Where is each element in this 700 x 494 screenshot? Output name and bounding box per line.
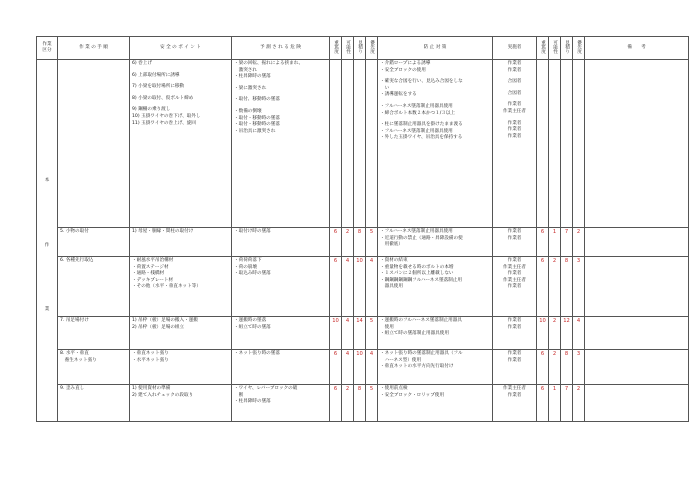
table-row	[37, 317, 689, 350]
score-after-lik2-cell: 2	[549, 317, 561, 350]
risk-assessment-table	[36, 36, 689, 422]
score-after-lik2-cell: 2	[549, 350, 561, 385]
person-line: 作業主任者	[503, 264, 526, 270]
countermeasure-cell	[378, 60, 493, 228]
header-person: 実施者	[493, 37, 537, 60]
header-priority-after: 優先度	[573, 37, 585, 60]
score-after-lik2-cell: 2	[549, 257, 561, 317]
header-remarks: 備 考	[585, 37, 689, 60]
safety-point-line: ・水平ネット張り	[132, 357, 169, 363]
risk-line: ・取付・移動時の墜落	[234, 115, 280, 121]
countermeasure-cell	[378, 385, 493, 422]
score-after-lik2-cell	[549, 60, 561, 228]
risk-line: ・取付、移動時の墜落	[234, 97, 280, 103]
person-line: 作業主任者	[503, 277, 526, 283]
step-cell	[58, 60, 130, 228]
safety-point-line: 11) 玉掛ワイヤの巻上げ、旋回	[132, 120, 196, 126]
countermeasure-line: ・安全ブロック・ロリップ使用	[380, 392, 445, 398]
countermeasure-line: ・運搬時のフルハーネス墜落制止用器具	[380, 318, 462, 323]
person-line: 作業者	[507, 318, 522, 323]
score-est-cell: 8	[354, 228, 366, 257]
person-line: 作業主任者	[503, 108, 526, 114]
work-category-char: 業	[44, 307, 50, 313]
person-line: 作業者	[507, 235, 522, 241]
countermeasure-line: ・組立て時の墜落制止用器具使用	[380, 331, 449, 337]
safety-points-cell	[130, 385, 232, 422]
person-line: 合図者	[507, 79, 522, 85]
risk-line: ・取付・移動時の墜落	[234, 122, 280, 128]
score-after-lik2-cell: 1	[549, 228, 561, 257]
safety-points-cell	[130, 228, 232, 257]
person-cell	[493, 317, 537, 350]
remarks-cell	[585, 350, 689, 385]
score-sev-cell: 6	[330, 257, 342, 317]
work-category-char: 作	[44, 242, 50, 248]
person-line: 作業者	[507, 351, 522, 356]
score-after-pri2-cell: 3	[573, 257, 585, 317]
person-line: 作業者	[507, 392, 522, 398]
header-severity: 重篤度	[330, 37, 342, 60]
countermeasure-line: ・介錯ロープによる誘導	[380, 61, 431, 66]
safety-point-line: 2) 建て入れチェックの段取り	[132, 392, 194, 398]
score-after-pri2-cell: 4	[573, 317, 585, 350]
score-sev-cell: 10	[330, 317, 342, 350]
score-after-est2-cell: 7	[561, 385, 573, 422]
remarks-cell	[585, 317, 689, 350]
header-estimate-after: 見積り	[561, 37, 573, 60]
risk-line: ・組立て時の墜落	[234, 324, 271, 330]
safety-point-line: ・耐風水平吊治構材	[132, 258, 174, 263]
person-line: 作業者	[507, 229, 522, 234]
table-row	[37, 228, 689, 257]
risk-line: 激突され	[234, 67, 257, 73]
step-cell: 5. 小物の取付	[58, 228, 130, 257]
safety-points-cell	[130, 317, 232, 350]
score-after-est2-cell: 8	[561, 350, 573, 385]
countermeasure-line: ・資材の結束	[380, 258, 408, 263]
header-priority: 優先度	[366, 37, 378, 60]
score-est-cell: 10	[354, 350, 366, 385]
person-cell	[493, 350, 537, 385]
header-row	[37, 37, 689, 60]
person-line: 作業者	[507, 127, 522, 133]
risk-assessment-sheet	[36, 36, 688, 422]
score-sev-cell	[330, 60, 342, 228]
safety-point-line: 9) 鋼柵の乗り渡し	[132, 107, 171, 113]
table-row	[37, 350, 689, 385]
score-sev-cell: 6	[330, 350, 342, 385]
risk-line: ・ネット張り時の墜落	[234, 351, 280, 356]
person-line: 作業者	[507, 133, 522, 139]
person-line: 作業者	[507, 284, 522, 290]
predicted-risk-cell	[232, 317, 330, 350]
risk-line: ・数備の倒壊	[234, 108, 262, 114]
person-cell	[493, 385, 537, 422]
countermeasure-line: ・垂直ネットの水平方向先行取付け	[380, 364, 454, 370]
score-after-pri2-cell: 3	[573, 350, 585, 385]
countermeasure-line: 器具使用	[380, 284, 403, 290]
score-est-cell: 10	[354, 257, 366, 317]
person-line: 作業者	[507, 357, 522, 363]
person-cell	[493, 60, 537, 228]
score-after-sev2-cell: 6	[537, 257, 549, 317]
countermeasure-line: ・フルハーネス墜落制止用器具使用	[380, 128, 453, 134]
countermeasure-line: ・重量物を載せる時のボルトの本増	[380, 264, 454, 270]
score-after-lik2-cell: 1	[549, 385, 561, 422]
person-line: 作業者	[507, 120, 522, 126]
safety-point-line: 6) 上部取付場所に誘導	[132, 72, 180, 78]
risk-line: 断	[234, 392, 244, 398]
person-line: 作業者	[507, 102, 522, 108]
safety-points-cell	[130, 60, 232, 228]
header-safety-points: 安 全 の ポ イ ン ト	[130, 37, 232, 60]
score-pri-cell: 5	[366, 317, 378, 350]
score-pri-cell: 5	[366, 228, 378, 257]
countermeasure-line: ・安全ブロックの使用	[380, 67, 426, 73]
risk-line: ・取付け時の墜落	[234, 229, 271, 234]
score-est-cell	[354, 60, 366, 228]
person-line: 合図者	[507, 90, 522, 96]
person-cell	[493, 257, 537, 317]
countermeasure-line: ハーネス型）使用	[380, 357, 422, 363]
table-row	[37, 60, 689, 228]
score-lik-cell: 2	[342, 385, 354, 422]
remarks-cell	[585, 257, 689, 317]
countermeasure-line: 使用	[380, 324, 394, 330]
risk-line: ・梁の回転、振れによる挟まれ、	[234, 61, 304, 66]
safety-points-cell	[130, 350, 232, 385]
header-step: 作 業 の 手 順	[58, 37, 130, 60]
predicted-risk-cell	[232, 385, 330, 422]
remarks-cell	[585, 385, 689, 422]
person-line: 作業者	[507, 271, 522, 277]
work-category-cell	[37, 60, 58, 422]
score-lik-cell: 4	[342, 350, 354, 385]
score-after-sev2-cell: 6	[537, 385, 549, 422]
step-cell: 8. 水平・垂直 養生ネット張り	[58, 350, 130, 385]
person-line: 作業者	[507, 61, 522, 66]
safety-point-line: 6) 巻上げ	[132, 61, 152, 66]
work-category-char: 本	[44, 178, 50, 183]
countermeasure-cell	[378, 228, 493, 257]
safety-point-line: 10) 玉掛ワイヤの巻下げ、取外し	[132, 113, 201, 119]
person-line: 作業主任者	[503, 386, 526, 391]
person-cell	[493, 228, 537, 257]
score-sev-cell: 6	[330, 385, 342, 422]
countermeasure-line: ・使用前点検	[380, 386, 408, 391]
risk-line: ・ワイヤ、レバーブロックの破	[234, 386, 298, 391]
predicted-risk-cell	[232, 228, 330, 257]
risk-line: ・荷の崩壊	[234, 264, 257, 270]
score-after-sev2-cell	[537, 60, 549, 228]
step-cell: 7. 吊足場付け	[58, 317, 130, 350]
risk-line: ・運搬時の墜落	[234, 318, 267, 323]
countermeasure-line: ・フルハーネス墜落制止用器具使用	[380, 103, 453, 109]
countermeasure-line: ・ネット張り時の墜落制止用器具（フル	[380, 351, 463, 356]
risk-line: ・柱昇降時の墜落	[234, 74, 271, 80]
countermeasure-line: ・１スパンに２個所以上離載しない	[380, 271, 454, 277]
score-lik-cell: 2	[342, 228, 354, 257]
safety-points-cell	[130, 257, 232, 317]
countermeasure-cell	[378, 257, 493, 317]
score-pri-cell: 5	[366, 385, 378, 422]
score-after-pri2-cell: 2	[573, 228, 585, 257]
risk-line: ・取込み時の墜落	[234, 271, 271, 277]
safety-point-line: ・デッキプレート材	[132, 277, 174, 283]
score-est-cell: 14	[354, 317, 366, 350]
score-lik-cell	[342, 60, 354, 228]
score-after-pri2-cell	[573, 60, 585, 228]
score-sev-cell: 6	[330, 228, 342, 257]
person-line: 作業者	[507, 258, 522, 263]
score-after-est2-cell: 8	[561, 257, 573, 317]
score-lik-cell: 4	[342, 317, 354, 350]
countermeasure-line: ・確実な合図を行い、見込み合図をしな	[380, 79, 463, 85]
table-row	[37, 385, 689, 422]
countermeasure-line: ・締合ボルト本数２本かつ１/３以上	[380, 110, 456, 116]
countermeasure-cell	[378, 317, 493, 350]
safety-point-line: 1) 吊枠（板）足場の搬入・運搬	[132, 318, 198, 323]
header-countermeasures: 防 止 対 策	[378, 37, 493, 60]
safety-point-line: 2) 吊枠（板）足場の組立	[132, 324, 185, 330]
score-after-sev2-cell: 6	[537, 228, 549, 257]
score-after-est2-cell: 12	[561, 317, 573, 350]
score-lik-cell: 4	[342, 257, 354, 317]
safety-point-line: ・荷置ステージ材	[132, 264, 169, 270]
score-after-est2-cell: 7	[561, 228, 573, 257]
remarks-cell	[585, 60, 689, 228]
predicted-risk-cell	[232, 60, 330, 228]
step-cell: 6. 各種先行取込	[58, 257, 130, 317]
countermeasure-line: 用徹底）	[380, 242, 403, 248]
countermeasure-line: ・フルハーネス墜落制止用器具使用	[380, 229, 453, 234]
risk-line: ・吊治具に激突され	[234, 128, 276, 134]
step-cell: 9. 歪み直し	[58, 385, 130, 422]
score-after-sev2-cell: 10	[537, 317, 549, 350]
score-est-cell: 8	[354, 385, 366, 422]
countermeasure-line: い	[380, 85, 390, 91]
countermeasure-cell	[378, 350, 493, 385]
header-severity-after: 重篤度	[537, 37, 549, 60]
score-after-est2-cell	[561, 60, 573, 228]
score-after-pri2-cell: 2	[573, 385, 585, 422]
score-pri-cell	[366, 60, 378, 228]
header-predicted-risk: 予 測 さ れ る 危 険	[232, 37, 330, 60]
risk-line: ・柱昇降時の墜落	[234, 399, 271, 405]
safety-point-line: 1) 母屋・胴縁・間柱の取付け	[132, 229, 194, 234]
safety-point-line: ・その他（水平・垂直ネット等）	[132, 284, 201, 290]
countermeasure-line: ・外した玉掛ワイヤ、吊治具を保持する	[380, 135, 463, 141]
score-pri-cell: 4	[366, 257, 378, 317]
predicted-risk-cell	[232, 257, 330, 317]
safety-point-line: 1) 使用資材の準備	[132, 386, 171, 391]
risk-line: ・荷荷荷落下	[234, 258, 262, 263]
safety-point-line: 7) 小梁を取付場所に移動	[132, 84, 185, 90]
header-likelihood: 可能性	[342, 37, 354, 60]
remarks-cell	[585, 228, 689, 257]
header-likelihood-after: 可能性	[549, 37, 561, 60]
table-row	[37, 257, 689, 317]
predicted-risk-cell	[232, 350, 330, 385]
header-estimate: 見積り	[354, 37, 366, 60]
header-area: 作業 区分	[37, 37, 58, 60]
risk-line: ・梁に激突され	[234, 85, 267, 91]
person-line: 作業者	[507, 324, 522, 330]
score-pri-cell: 4	[366, 350, 378, 385]
safety-point-line: ・通路・桟橋材	[132, 271, 165, 277]
safety-point-line: 8) 小梁の取付、仮ボルト締め	[132, 95, 194, 101]
countermeasure-line: ・近道行動の禁止（通路・昇降設備の使	[380, 235, 463, 241]
countermeasure-line: ・誘導運転をする	[380, 92, 417, 98]
person-line: 作業者	[507, 67, 522, 73]
countermeasure-line: ・鋼鋼鋼鋼鋼鋼フルハーネス墜落制止用	[380, 277, 462, 283]
safety-point-line: ・垂直ネット張り	[132, 351, 169, 356]
score-after-sev2-cell: 6	[537, 350, 549, 385]
countermeasure-line: ・柱に墜落制止用器具を掛けたまま渡る	[380, 122, 463, 128]
